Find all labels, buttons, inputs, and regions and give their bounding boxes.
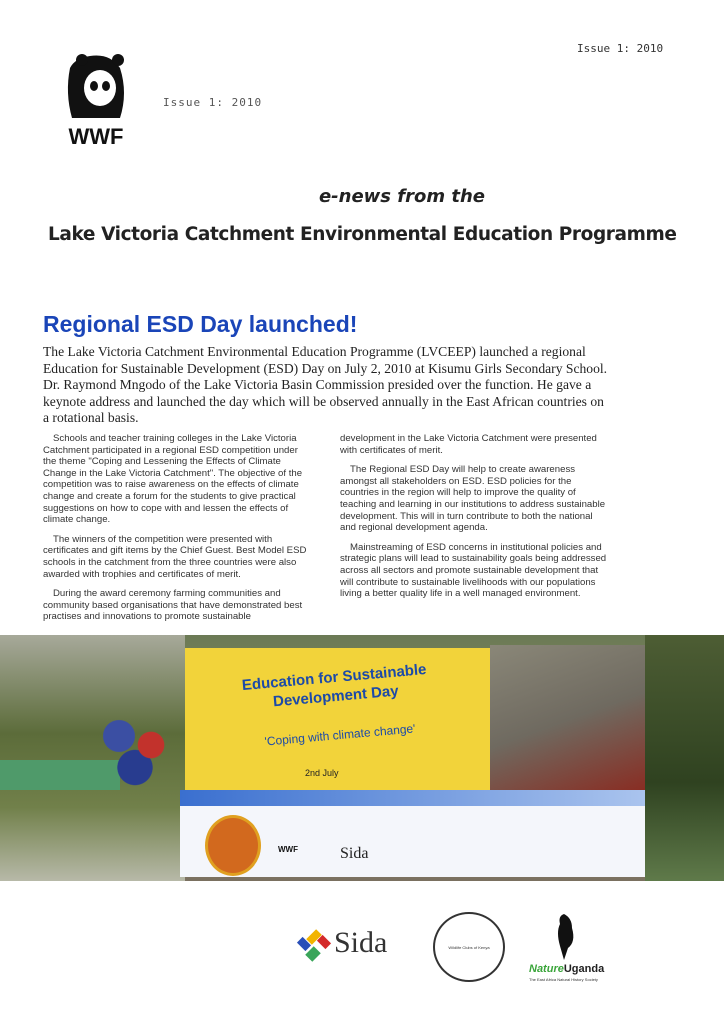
article-headline: Regional ESD Day launched!: [43, 311, 358, 337]
photo-trees-right: [645, 635, 724, 881]
issue-label: Issue 1: 2010: [577, 42, 664, 55]
article-column-1: [43, 433, 313, 631]
banner-wwf: WWF: [278, 845, 298, 854]
uganda-text: Uganda: [563, 963, 605, 975]
nature-text: Nature: [529, 963, 564, 975]
programme-title: Lake Victoria Catchment Environmental Education Programme: [48, 224, 677, 245]
sida-logo-icon: [296, 928, 332, 964]
banner-sida: Sida: [340, 845, 369, 862]
tagline: e-news from the: [318, 186, 486, 207]
paragraph: Schools and teacher training colleges in the Lake Victoria Catchment participated in a regional ESD competition under the theme "Coping and Lessening the Effects of Climate Change in the Lake Victoria Catchment". The objective of the competition was to raise awareness on the effects of climate change and create a forum for the students to give practical suggestions on how to cope with and lessen the effects of climate change.: [43, 433, 303, 526]
paragraph: Mainstreaming of ESD concerns in institutional policies and strategic plans will lead to sustainability goals being addressed across all sectors and promote sustainable development that will contribute to sustainable livelihoods with our populations living a better quality life in a well managed environment.: [340, 541, 607, 600]
banner-blue-strip: [180, 790, 645, 806]
banner-date: 2nd July: [305, 768, 339, 778]
paragraph: The winners of the competition were presented with certificates and gift items by the Chief Guest. Best Model ESD schools in the catchment from the three countries were also awarded with trophies and certificates of merit.: [43, 533, 307, 580]
wildlife-clubs-seal: [433, 912, 505, 982]
sida-logo-text: Sida: [334, 926, 388, 959]
photo-banner-image: [490, 645, 645, 795]
photo-people: [95, 700, 175, 790]
paragraph: During the award ceremony farming communities and community based organisations that have demonstrated best practises and innovations to promote sustainable: [43, 588, 303, 623]
banner-seal: [205, 815, 261, 876]
banner-title: Education for Sustainable Development Day: [241, 661, 428, 711]
panda-icon: [60, 48, 132, 148]
issue-label-ghost: Issue 1: 2010: [163, 96, 263, 109]
banner-theme: 'Coping with climate change': [264, 721, 416, 749]
article-column-2: [340, 433, 610, 608]
nature-uganda-logo: [529, 963, 604, 975]
wwf-logo: [60, 48, 132, 148]
paragraph: development in the Lake Victoria Catchment were presented with certificates of merit.: [340, 433, 597, 456]
article-lead: The Lake Victoria Catchment Environmental Education Programme (LVCEEP) launched a regional Education for Sustainable Development (ESD) Day on July 2, 2010 at Kisumu Girls Secondary School. Dr. Raymond Mngodo of the Lake Victoria Basin Commission presided over the function. He gave a keynote address and launched the day which will be observed annually in the East African countries on a rotational basis.: [43, 344, 608, 426]
seal-text: Wildlife Clubs of Kenya: [448, 944, 490, 950]
bird-icon: [550, 912, 586, 962]
paragraph: The Regional ESD Day will help to create awareness amongst all stakeholders on ESD. ESD policies for the countries in the region will help to improve the quality of teaching and learning in our institutions to address sustainable development. This will in turn contribute to both the national and regional development agenda.: [340, 464, 606, 534]
wwf-logo-text: WWF: [68, 124, 124, 148]
nature-uganda-subtitle: The East Africa Natural History Society: [529, 977, 598, 982]
